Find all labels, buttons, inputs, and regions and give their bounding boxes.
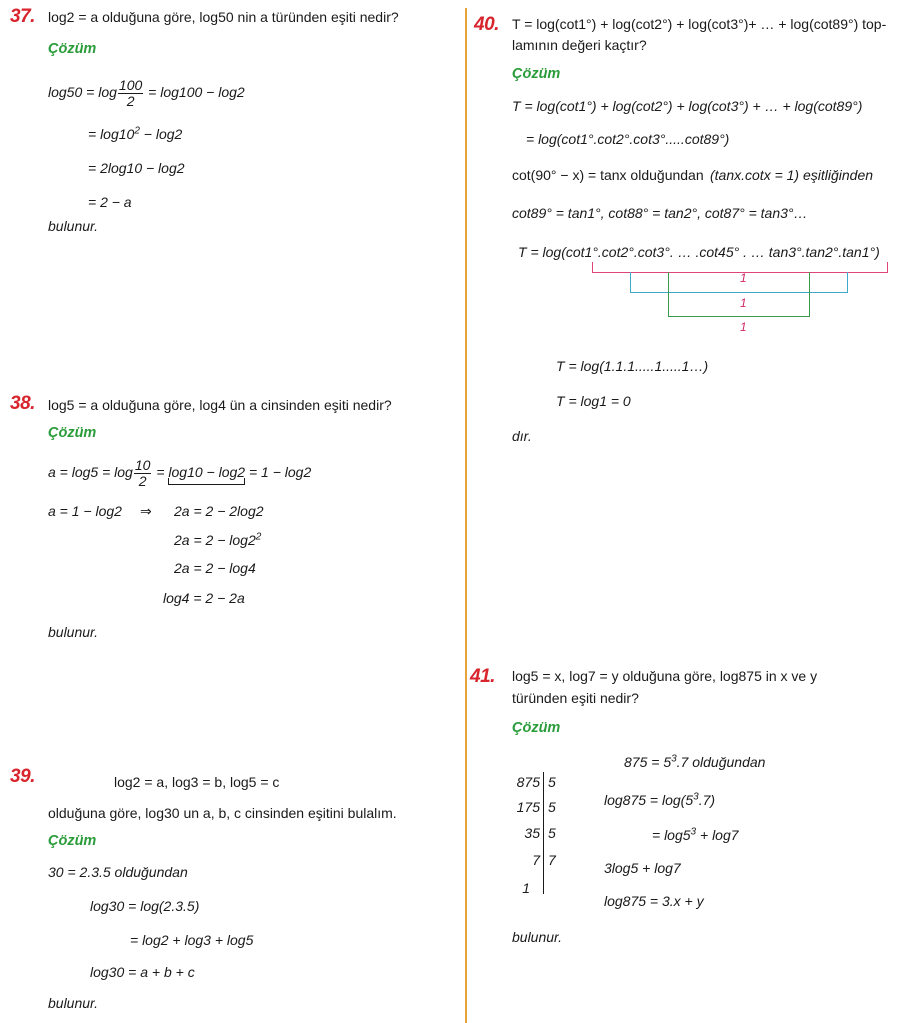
question-39-text: olduğuna göre, log30 un a, b, c cinsinden eşitini bulalım. <box>48 805 397 821</box>
q39-step-1: 30 = 2.3.5 olduğundan <box>48 864 188 880</box>
factor-dividend: 7 <box>532 852 540 868</box>
question-39-given: log2 = a, log3 = b, log5 = c <box>114 774 280 790</box>
question-37-text: log2 = a olduğuna göre, log50 nin a türünden eşiti nedir? <box>48 9 399 25</box>
question-number-40: 40. <box>474 14 499 35</box>
question-number-37: 37. <box>10 6 35 27</box>
q41-statement-4: 3log5 + log7 <box>604 860 681 876</box>
question-41-text-line-1: log5 = x, log7 = y olduğuna göre, log875 in x ve y <box>512 668 818 684</box>
q41-statement-5: log875 = 3.x + y <box>604 893 704 909</box>
pairing-bracket-inner <box>668 272 810 317</box>
pairing-result-2: 1 <box>740 296 747 310</box>
factor-dividend: 1 <box>522 880 530 896</box>
q40-step-3-b: (tanx.cotx = 1) eşitliğinden <box>710 167 874 183</box>
factor-dividend: 175 <box>516 799 540 815</box>
column-divider <box>465 8 467 1023</box>
factor-divisor: 5 <box>548 774 556 790</box>
q41-statement-1: $875 = 5^3.7$ olduğundan <box>624 753 766 770</box>
q39-step-4: log30 = a + b + c <box>90 964 195 980</box>
q41-statement-2: $\log 875 = \log(5^3.7)$ <box>604 791 716 808</box>
q37-step-4: = 2 − a <box>88 194 132 210</box>
cozum-label-40: Çözüm <box>512 66 561 82</box>
q40-conclusion: dır. <box>512 428 532 444</box>
q38-step-1: a = log5 = log $\frac{10}{2}$ = log10 − log2 = 1 − log2 <box>48 457 312 489</box>
underbrace <box>168 478 245 485</box>
q41-statement-3: = $\log 5^3 + \log 7$ <box>652 826 739 843</box>
q40-step-3-a: cot(90° − x) = tanx olduğundan <box>512 167 704 183</box>
q40-step-1: T = log(cot1°) + log(cot2°) + log(cot3°) + … + log(cot89°) <box>512 98 863 114</box>
factor-divisor: 7 <box>548 852 556 868</box>
q38-step-2-left: a = 1 − log2 <box>48 503 122 519</box>
implies-arrow: ⇒ <box>140 503 152 519</box>
q40-step-7: T = log1 = 0 <box>556 393 631 409</box>
pairing-result-3: 1 <box>740 320 747 334</box>
q37-conclusion: bulunur. <box>48 218 99 234</box>
q37-step-3: = 2log10 − log2 <box>88 160 185 176</box>
cozum-label-39: Çözüm <box>48 833 97 849</box>
pairing-result-1: 1 <box>740 271 747 285</box>
q39-step-2: log30 = log(2.3.5) <box>90 898 200 914</box>
cozum-label-41: Çözüm <box>512 720 561 736</box>
question-40-text-line-1: T = log(cot1°) + log(cot2°) + log(cot3°)+ … + log(cot89°) top- <box>512 16 887 32</box>
q39-step-3: = log2 + log3 + log5 <box>130 932 254 948</box>
fraction: $\frac{10}{2}$ <box>134 457 151 489</box>
q40-step-6: T = log(1.1.1.....1.....1…) <box>556 358 709 374</box>
factor-divisor: 5 <box>548 825 556 841</box>
q40-step-5: T = log(cot1°.cot2°.cot3°. … .cot45° . … tan3°.tan2°.tan1°) <box>518 244 880 260</box>
factor-dividend: 35 <box>524 825 540 841</box>
question-41-text-line-2: türünden eşiti nedir? <box>512 690 639 706</box>
fraction: $\frac{100}{2}$ <box>118 77 143 109</box>
q40-step-4: cot89° = tan1°, cot88° = tan2°, cot87° = tan3°… <box>512 205 808 221</box>
q41-conclusion: bulunur. <box>512 929 563 945</box>
q39-conclusion: bulunur. <box>48 995 99 1011</box>
question-40-text-line-2: lamının değeri kaçtır? <box>512 37 647 53</box>
cozum-label-38: Çözüm <box>48 425 97 441</box>
q38-step-3: $2a = 2 - \log 2^2$ <box>174 531 262 548</box>
question-number-41: 41. <box>470 666 495 687</box>
q38-step-2-right: 2a = 2 − 2log2 <box>174 503 264 519</box>
factor-table-line <box>543 772 544 894</box>
question-number-39: 39. <box>10 766 35 787</box>
q37-step-1: log50 = log $\frac{100}{2}$ = log100 − log2 <box>48 77 245 109</box>
q38-conclusion: bulunur. <box>48 624 99 640</box>
factor-divisor: 5 <box>548 799 556 815</box>
cozum-label-37: Çözüm <box>48 41 97 57</box>
q37-step-2: = $\log 10^2 - \log 2$ <box>88 125 183 142</box>
question-number-38: 38. <box>10 393 35 414</box>
q38-step-5: log4 = 2 − 2a <box>163 590 245 606</box>
q38-step-4: 2a = 2 − log4 <box>174 560 256 576</box>
underbraced-term: log10 − log2 <box>168 464 245 480</box>
q40-step-2: = log(cot1°.cot2°.cot3°.....cot89°) <box>526 131 730 147</box>
question-38-text: log5 = a olduğuna göre, log4 ün a cinsinden eşiti nedir? <box>48 397 392 413</box>
factor-dividend: 875 <box>516 774 540 790</box>
